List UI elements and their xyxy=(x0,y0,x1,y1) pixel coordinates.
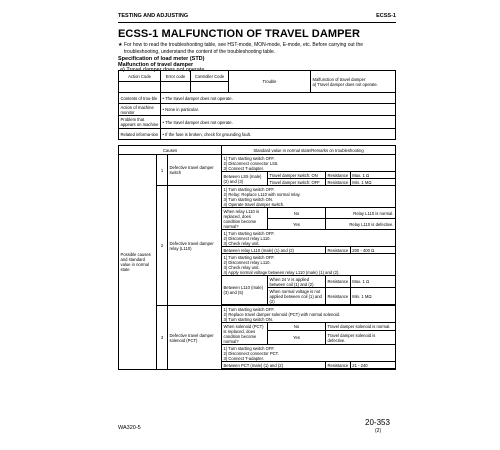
footer-page-sub: (2) xyxy=(375,428,382,434)
cell-error-code xyxy=(161,82,191,93)
standard-value: 200 - 400 Ω xyxy=(350,247,395,254)
cause-number: 3 xyxy=(157,306,168,370)
cause-steps: 1) Turn starting switch OFF. 2) Disconnect relay L110. 3) Check relay unit. 4) Apply normal voltage between relay L110 (male) (1) and (2). xyxy=(222,254,396,276)
row-label: Contents of trou-ble xyxy=(119,93,161,104)
causes-table xyxy=(118,145,396,370)
cell-action-code xyxy=(119,82,161,93)
measure-point: Between PCT (male) (1) and (2) xyxy=(222,362,326,369)
row-text: • None in particular. xyxy=(161,104,396,116)
row-label: Action of machine monitor xyxy=(119,104,161,116)
subheading: a) Travel damper does not operate. xyxy=(120,67,206,73)
cause-name: Defective travel damper relay (L110) xyxy=(168,186,222,306)
cause-steps: 1) Turn starting switch OFF. 2) Replace travel damper solenoid (PCT) with normal solenoid. 3) Turn starting switch ON. xyxy=(222,306,396,323)
condition: When normal voltage is not applied between coil (1) and (2) xyxy=(268,288,326,305)
standard-value: Min. 1 MΩ xyxy=(350,288,395,305)
standard-value: Max. 1 Ω xyxy=(350,172,395,179)
cause-steps: 1) Turn starting switch OFF. 2) Disconnect relay L110. 3) Check relay unit. xyxy=(222,230,396,247)
row-text: • The travel damper does not operate. xyxy=(161,93,396,104)
answer: No xyxy=(268,323,326,331)
condition: Travel damper switch: OFF xyxy=(268,179,326,186)
question: When relay L110 is replaced, does condition become normal? xyxy=(222,208,268,230)
row-text: • The travel damper does not operate. xyxy=(161,116,396,129)
standard-value: Min. 1 MΩ xyxy=(350,179,395,186)
measure-type: Resistance xyxy=(326,179,351,186)
measure-type: Resistance xyxy=(326,247,351,254)
col-causes: Causes xyxy=(119,146,222,155)
header-code: ECSS-1 xyxy=(376,13,396,19)
spec-heading: Specification of load meter (STD) xyxy=(118,56,205,62)
row-text: • If the fuse is broken, check for grounding fault. xyxy=(161,129,396,140)
header-section: TESTING AND ADJUSTING xyxy=(118,13,189,19)
table-row xyxy=(119,129,396,140)
trouble-info-table xyxy=(118,70,396,140)
result: Relay L110 is defective. xyxy=(326,219,396,230)
cause-steps: 1) Turn starting switch OFF. 2) Disconnect connector PCT. 3) Connect T-adapter. xyxy=(222,345,396,362)
header-rule xyxy=(118,22,396,23)
col-trouble: Trouble xyxy=(229,71,311,93)
measure-point: Between L110 (male) (3) and (5) xyxy=(222,276,268,305)
result: Relay L110 is normal. xyxy=(326,208,396,219)
col-action-code: Action Code xyxy=(119,71,161,82)
cause-steps: 1) Turn starting switch OFF. 2) Disconnect connector LS5. 3) Connect T-adapter. xyxy=(222,155,396,172)
page-title: ECSS-1 MALFUNCTION OF TRAVEL DAMPER xyxy=(118,28,361,40)
measure-type: Resistance xyxy=(326,362,351,369)
standard-value: Max. 1 Ω xyxy=(350,276,395,288)
standard-value: 21 - 240 xyxy=(350,362,395,369)
measure-type: Resistance xyxy=(326,276,351,288)
result: Travel damper solenoid is normal. xyxy=(326,323,396,331)
intro-paragraph xyxy=(118,42,396,55)
intro-text: For how to read the troubleshooting table, see HST-mode, MON-mode, E-mode, etc. Before carrying out the troubleshooting, understand the content of the troubleshooting table. xyxy=(124,42,364,55)
row-label: Related informa-tion xyxy=(119,129,161,140)
cause-steps: 1) Turn starting switch OFF. 2) Relay: Replace L110 with normal relay. 3) Turn starting switch ON. 4) Operate travel damper switch. xyxy=(222,186,396,208)
running-header xyxy=(118,13,396,22)
measure-point: Between relay L110 (male) (1) and (2) xyxy=(222,247,326,254)
table-row xyxy=(119,104,396,116)
measure-point: Between LS5 (male) (2) and (3) xyxy=(222,172,268,186)
answer: No xyxy=(268,208,326,219)
measure-type: Resistance xyxy=(326,288,351,305)
col-controller-code: Controller Code xyxy=(191,71,229,82)
condition: Travel damper switch: ON xyxy=(268,172,326,179)
malfunction-heading: Malfunction of travel damper xyxy=(118,62,194,68)
table-row xyxy=(119,93,396,104)
measure-type: Resistance xyxy=(326,172,351,179)
answer: Yes xyxy=(268,219,326,230)
result: Travel damper solenoid is defective. xyxy=(326,331,396,345)
condition: When 24 V is applied between coil (1) and (2) xyxy=(268,276,326,288)
cause-name: Defective travel damper solenoid (PCT) xyxy=(168,306,222,370)
footer-page-number: 20-353 xyxy=(365,418,390,427)
possible-causes-label: Possible causes and standard value in normal state xyxy=(119,155,157,370)
answer: Yes xyxy=(268,331,326,345)
table-row xyxy=(119,116,396,129)
spacer xyxy=(222,369,396,370)
cause-name: Defective travel damper switch xyxy=(168,155,222,186)
footer-model: WA320-5 xyxy=(118,425,141,431)
col-error-code: Error code xyxy=(161,71,191,82)
star-icon: ★ xyxy=(118,42,123,48)
question: When solenoid (PCT) is replaced, does condition become normal? xyxy=(222,323,268,345)
cause-number: 2 xyxy=(157,186,168,306)
cause-number: 1 xyxy=(157,155,168,186)
col-trouble-desc: Malfunction of travel damper a) Travel damper does not operate. xyxy=(311,71,396,93)
row-label: Problem that appears on machine xyxy=(119,116,161,129)
col-standard-value: Standard value in normal state/Remarks on troubleshooting xyxy=(222,146,396,155)
cell-controller-code xyxy=(191,82,229,93)
